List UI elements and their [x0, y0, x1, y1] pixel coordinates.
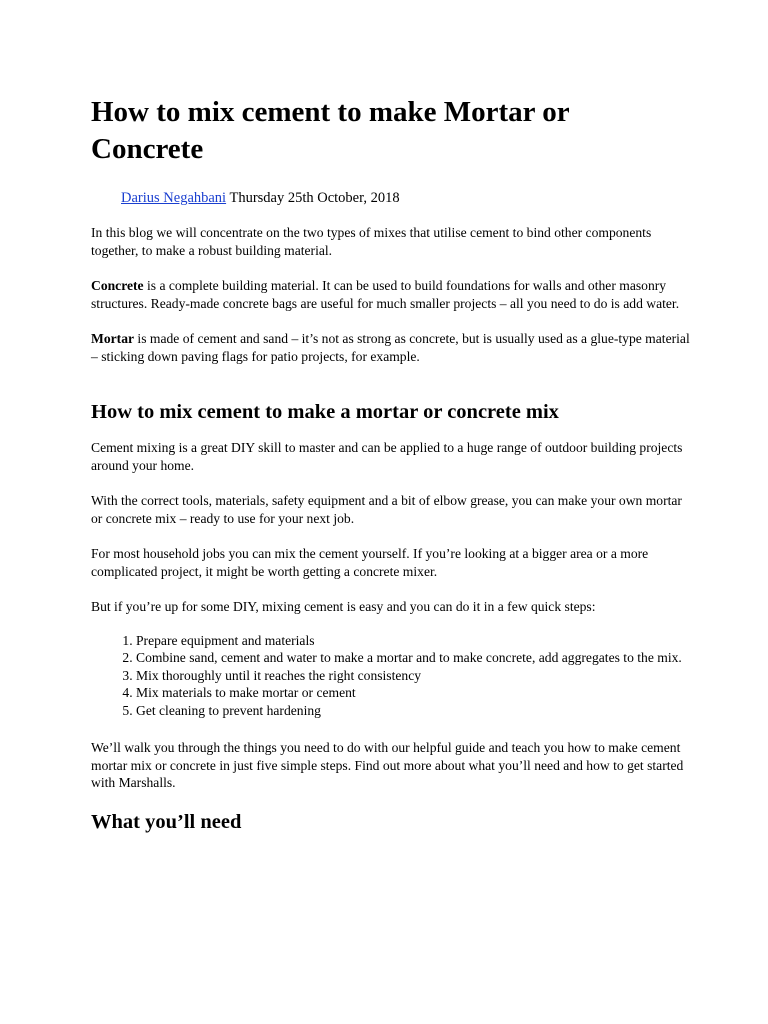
paragraph-household-jobs: For most household jobs you can mix the cement yourself. If you’re looking at a bigger area or a more complicated project, it might be worth getting a concrete mixer.: [91, 546, 649, 579]
concrete-paragraph: [91, 277, 691, 312]
intro-paragraph: In this blog we will concentrate on the two types of mixes that utilise cement to bind other components together, to make a robust building material.: [91, 225, 652, 258]
mortar-paragraph: [91, 330, 691, 365]
paragraph-diy-skill: Cement mixing is a great DIY skill to master and can be applied to a huge range of outdoor building projects around your home.: [91, 440, 683, 473]
concrete-text: is a complete building material. It can be used to build foundations for walls and other masonry structures. Ready-made concrete bags are useful for much smaller projects – all you need to do is add water.: [91, 278, 680, 311]
author-link[interactable]: Darius Negahbani: [121, 190, 227, 206]
list-item: 4. Mix materials to make mortar or cement: [136, 684, 691, 702]
document-page: [91, 94, 691, 835]
concrete-term: Concrete: [91, 278, 144, 293]
section-heading-what-you-need: What you’ll need: [91, 810, 242, 833]
section-heading-mix: How to mix cement to make a mortar or concrete mix: [91, 401, 559, 423]
publish-date: Thursday 25th October, 2018: [226, 190, 400, 206]
paragraph-quick-steps: But if you’re up for some DIY, mixing cement is easy and you can do it in a few quick steps:: [91, 599, 596, 614]
list-item: 3. Mix thoroughly until it reaches the right consistency: [136, 667, 691, 685]
mortar-text: is made of cement and sand – it’s not as strong as concrete, but is usually used as a glue-type material – sticking down paving flags for patio projects, for example.: [91, 331, 690, 364]
article-title: How to mix cement to make Mortar or Concrete: [91, 96, 570, 165]
list-item: 5. Get cleaning to prevent hardening: [136, 702, 691, 720]
mortar-term: Mortar: [91, 331, 135, 346]
list-item: 1. Prepare equipment and materials: [136, 632, 691, 650]
byline: [121, 189, 691, 207]
paragraph-walk-through: We’ll walk you through the things you need to do with our helpful guide and teach you how to make cement mortar mix or concrete in just five simple steps. Find out more about what you’ll need and how to get started with Marshalls.: [91, 740, 684, 790]
paragraph-correct-tools: With the correct tools, materials, safety equipment and a bit of elbow grease, you can make your own mortar or concrete mix – ready to use for your next job.: [91, 493, 682, 526]
list-item: 2. Combine sand, cement and water to make a mortar and to make concrete, add aggregates to the mix.: [136, 649, 691, 667]
steps-list: [91, 632, 691, 720]
